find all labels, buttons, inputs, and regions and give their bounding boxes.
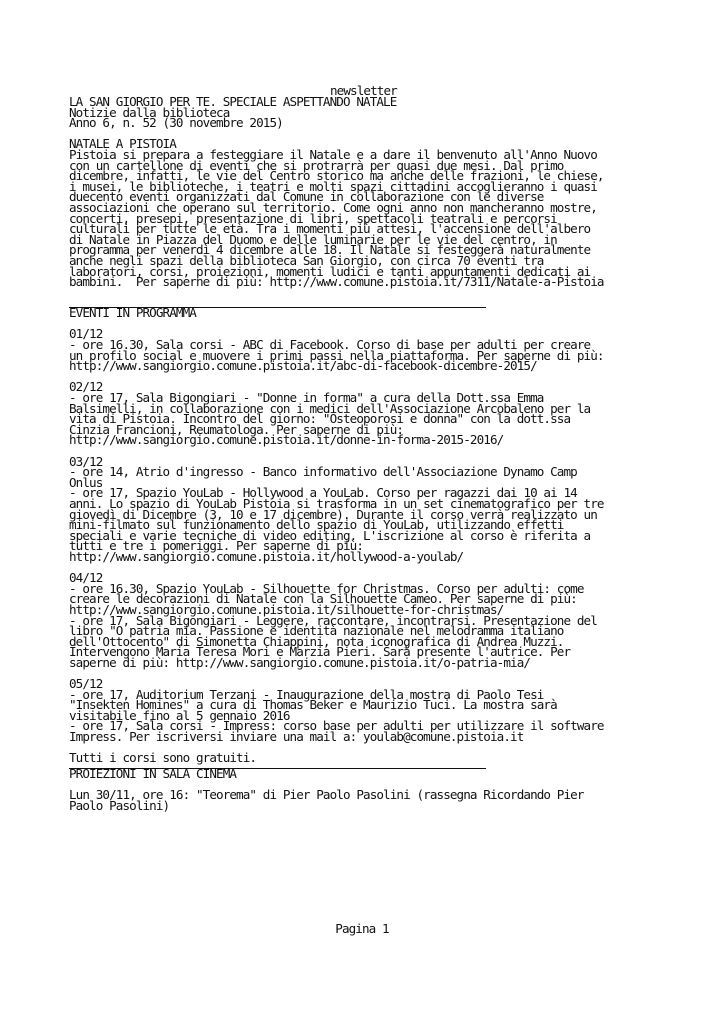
- event-text-line: - ore 17, Sala Bigongiari - "Donne in forma" a cura della Dott.ssa Emma: [69, 390, 544, 406]
- event-text-line: anni. Lo spazio di YouLab Pistoia si trasforma in un set cinematografico per tre: [69, 495, 604, 511]
- event-text-line: - ore 16.30, Sala corsi - ABC di Facebook. Corso di base per adulti per creare: [69, 337, 591, 353]
- event-date: 04/12: [69, 570, 103, 586]
- event-text-line: visitabile fino al 5 gennaio 2016: [69, 707, 290, 723]
- cinema-list: [69, 787, 669, 813]
- intro-text-line: culturali per tutte le età. Tra i momenti più attesi, l'accensione dell'albero: [69, 221, 591, 237]
- page-number: Pagina 1: [335, 921, 389, 936]
- event-text-line: tutti e tre i pomeriggi. Per saperne di più:: [69, 538, 364, 554]
- event-text-line: - ore 17, Sala Bigongiari - Leggere, raccontare, incontrarsi. Presentazione del: [69, 612, 597, 628]
- event-text-line: - ore 16.30, Spazio YouLab - Silhouette for Christmas. Corso per adulti: come: [69, 580, 584, 596]
- event-text-line: Balsimelli, in collaborazione con i medici dell'Associazione Arcobaleno per la: [69, 400, 591, 416]
- events-list: [69, 326, 669, 753]
- event-text-line: speciali e varie tecniche di video editing. L'iscrizione al corso è riferita a: [69, 527, 591, 543]
- intro-section: [69, 136, 669, 290]
- document-body: [69, 94, 669, 813]
- event-text-line: dell'Ottocento" di Simonetta Chiappini, nota iconografica di Andrea Muzzi.: [69, 633, 564, 649]
- intro-paragraph: [69, 146, 669, 290]
- event-text-line: - ore 14, Atrio d'ingresso - Banco informativo dell'Associazione Dynamo Camp: [69, 464, 577, 480]
- event-date: 01/12: [69, 326, 103, 342]
- event-link-line[interactable]: saperne di più: http://www.sangiorgio.comune.pistoia.it/o-patria-mia/: [69, 654, 531, 670]
- event-text-line: Cinzia Francioni, Reumatologa. Per saperne di più:: [69, 421, 404, 437]
- issue-info: Anno 6, n. 52 (30 novembre 2015): [69, 115, 283, 131]
- intro-text-line: programma per venerdì 4 dicembre alle 18. Il Natale si festeggerà naturalmente: [69, 242, 591, 258]
- doc-type-label: newsletter: [330, 83, 397, 98]
- intro-text-line: dicembre, infatti, le vie del Centro storico ma anche delle frazioni, le chiese,: [69, 168, 604, 184]
- event-text-line: "Insekten Homines" a cura di Thomas Beker e Maurizio Tuci. La mostra sarà: [69, 697, 557, 713]
- event-date: 02/12: [69, 379, 103, 395]
- section-heading-cinema: PROIEZIONI IN SALA CINEMA: [69, 765, 237, 781]
- event-link-line[interactable]: Impress. Per iscriversi inviare una mail a: youlab@comune.pistoia.it: [69, 729, 524, 745]
- event-text-line: libro "O patria mia. Passione e identità nazionale nel melodramma italiano: [69, 623, 564, 639]
- event-link-line[interactable]: http://www.sangiorgio.comune.pistoia.it/donne-in-forma-2015-2016/: [69, 432, 504, 448]
- cinema-screening-line: Lun 30/11, ore 16: "Teorema" di Pier Paolo Pasolini (rassegna Ricordando Pier: [69, 787, 584, 802]
- event-text-line: vita di Pistoia. Incontro del giorno: "Osteoporosi e donna" con la dott.ssa: [69, 411, 571, 427]
- intro-text-line: associazioni che operano sul territorio. Come ogni anno non mancheranno mostre,: [69, 199, 597, 215]
- event-text-line: Intervengono Maria Teresa Mori e Marzia Pieri. Sarà presente l'autrice. Per: [69, 644, 571, 660]
- event-day: [69, 570, 669, 679]
- event-link-line[interactable]: http://www.sangiorgio.comune.pistoia.it/abc-di-facebook-dicembre-2015/: [69, 358, 537, 374]
- event-link-line[interactable]: http://www.sangiorgio.comune.pistoia.it/silhouette-for-christmas/: [69, 601, 504, 617]
- intro-text-line: con un cartellone di eventi che si protrarrà per quasi due mesi. Dal primo: [69, 157, 564, 173]
- event-text-line: - ore 17, Auditorium Terzani - Inaugurazione della mostra di Paolo Tesi: [69, 686, 544, 702]
- cinema-screening-line: Paolo Pasolini): [69, 797, 170, 813]
- event-day: [69, 676, 669, 753]
- event-text-line: - ore 17, Spazio YouLab - Hollywood a YouLab. Corso per ragazzi dai 10 ai 14: [69, 485, 577, 501]
- event-date: 05/12: [69, 676, 103, 692]
- intro-link-line[interactable]: bambini. Per saperne di più: http://www.comune.pistoia.it/7311/Natale-a-Pistoia: [69, 274, 604, 290]
- event-text-line: creare le decorazioni di Natale con la Silhouette Cameo. Per saperne di più:: [69, 591, 577, 607]
- event-text-line: - ore 17, Sala corsi - Impress: corso base per adulti per utilizzare il software: [69, 718, 604, 734]
- section-heading-eventi: EVENTI IN PROGRAMMA: [69, 305, 196, 321]
- newsletter-subtitle: Notizie dalla biblioteca: [69, 104, 230, 120]
- intro-text-line: Pistoia si prepara a festeggiare il Natale e a dare il benvenuto all'Anno Nuovo: [69, 146, 597, 162]
- newsletter-title: LA SAN GIORGIO PER TE. SPECIALE ASPETTANDO NATALE: [69, 94, 397, 109]
- event-link-line[interactable]: http://www.sangiorgio.comune.pistoia.it/hollywood-a-youlab/: [69, 548, 464, 564]
- event-day: [69, 453, 669, 574]
- intro-text-line: di Natale in Piazza del Duomo e delle luminarie per le vie del centro, in: [69, 231, 557, 247]
- section-heading-natale: NATALE A PISTOIA: [69, 136, 176, 152]
- intro-text-line: i musei, le biblioteche, i teatri e molti spazi cittadini accoglieranno i quasi: [69, 178, 597, 194]
- courses-free-note: Tutti i corsi sono gratuiti.: [69, 750, 257, 766]
- event-day: [69, 326, 669, 382]
- intro-text-line: anche negli spazi della biblioteca San Giorgio, con circa 70 eventi tra: [69, 252, 544, 268]
- event-day: [69, 379, 669, 456]
- event-text-line: mini-filmato sul funzionamento dello spazio di YouLab, utilizzando effetti: [69, 517, 564, 533]
- event-text-line: Onlus: [69, 474, 103, 490]
- intro-text-line: concerti, presepi, presentazione di libri, spettacoli teatrali e percorsi: [69, 210, 557, 226]
- event-text-line: un profilo social e muovere i primi passi nella piattaforma. Per saperne di più:: [69, 347, 604, 363]
- event-text-line: giovedì di Dicembre (3, 10 e 17 dicembre). Durante il corso verrà realizzato un: [69, 506, 597, 522]
- event-date: 03/12: [69, 453, 103, 469]
- intro-text-line: duecento eventi organizzati dal Comune in collaborazione con le diverse: [69, 189, 544, 205]
- intro-text-line: laboratori, corsi, proiezioni, momenti ludici e tanti appuntamenti dedicati ai: [69, 263, 591, 279]
